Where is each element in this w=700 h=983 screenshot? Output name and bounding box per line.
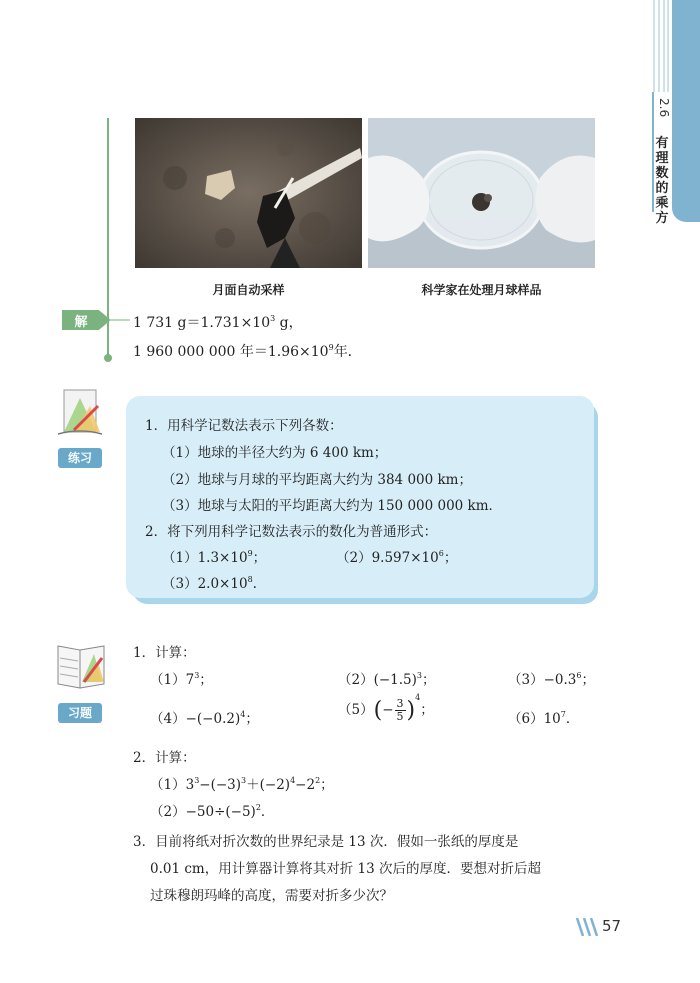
solution-label: 解 <box>74 315 88 330</box>
fraction-three-fifths: $\frac{3}{5}$ <box>396 697 404 723</box>
exercise-q1-item-3: $(3)-0.3^6$； <box>508 671 595 688</box>
section-title: 有理数的乘方 <box>655 136 669 226</box>
exercise-q2-item-1: $(1)3^3-(-3)^3+(-2)^4-2^2$； <box>150 776 334 793</box>
exercise-q1-item-6: $(6)10^7$． <box>508 710 580 727</box>
section-number: 2.6 <box>657 98 671 118</box>
exercise-book-icon <box>54 632 108 694</box>
exercise-q1-item-5: （5）(− $\frac{3}{5}$ )$^4$； <box>338 693 434 723</box>
practice-q1-title: 1．用科学记数法表示下列各数： <box>145 418 343 434</box>
solution-line-1: 1 731 $g=1.731\times 10^3$ g， <box>133 314 303 331</box>
exercise-q3-line-2: 0.01 cm，用计算器计算将其对折 13 次后的厚度．要想对折后超 <box>150 861 541 877</box>
page-number-stripes <box>575 918 601 936</box>
chapter-tab <box>672 0 700 222</box>
practice-q1-item-3: （3）地球与太阳的平均距离大约为 150 000 000 km． <box>162 498 503 514</box>
exercise-badge: 习题 <box>58 703 102 723</box>
exercise-q2-item-2: $(2)-50\div(-5)^2$． <box>150 803 275 820</box>
exercise-q1-title: 1．计算： <box>133 645 196 661</box>
practice-q2-item-3: $(3)2.0\times 10^8$. <box>162 575 257 592</box>
exercise-q2-title: 2．计算： <box>133 750 196 766</box>
practice-q1-item-2: （2）地球与月球的平均距离大约为 384 000 km； <box>162 472 472 488</box>
practice-q1-item-1: （1）地球的半径大约为 6 400 km； <box>162 445 388 461</box>
practice-q2-title: 2．将下列用科学记数法表示的数化为普通形式： <box>145 524 438 540</box>
moon-sampling-photo <box>135 118 362 268</box>
lab-sample-photo <box>368 118 595 268</box>
exercise-q1-item-1: $(1)7^3$； <box>150 671 213 688</box>
practice-badge: 练习 <box>58 448 102 468</box>
exercise-q1-item-2: $(2)(-1.5)^3$； <box>338 671 436 688</box>
exercise-q3-line-1: 3．目前将纸对折次数的世界纪录是 13 次．假如一张纸的厚度是 <box>133 834 519 850</box>
page-number: 57 <box>602 917 622 935</box>
solution-guide-dot <box>104 354 112 362</box>
practice-book-icon <box>54 384 106 444</box>
photo-caption-left: 月面自动采样 <box>212 283 285 297</box>
practice-q2-item-2: $(2)9.597\times 10^6$； <box>336 549 458 566</box>
solution-line-2: 1 960 000 000 年$=1.96\times 10^9$年． <box>133 343 362 360</box>
practice-q2-item-1: $(1)1.3\times 10^9$； <box>162 549 267 566</box>
exercise-q1-item-4: $(4)-(-0.2)^4$； <box>150 710 259 727</box>
exercise-q3-line-3: 过珠穆朗玛峰的高度，需要对折多少次？ <box>150 888 393 904</box>
photo-caption-right: 科学家在处理月球样品 <box>421 283 542 297</box>
